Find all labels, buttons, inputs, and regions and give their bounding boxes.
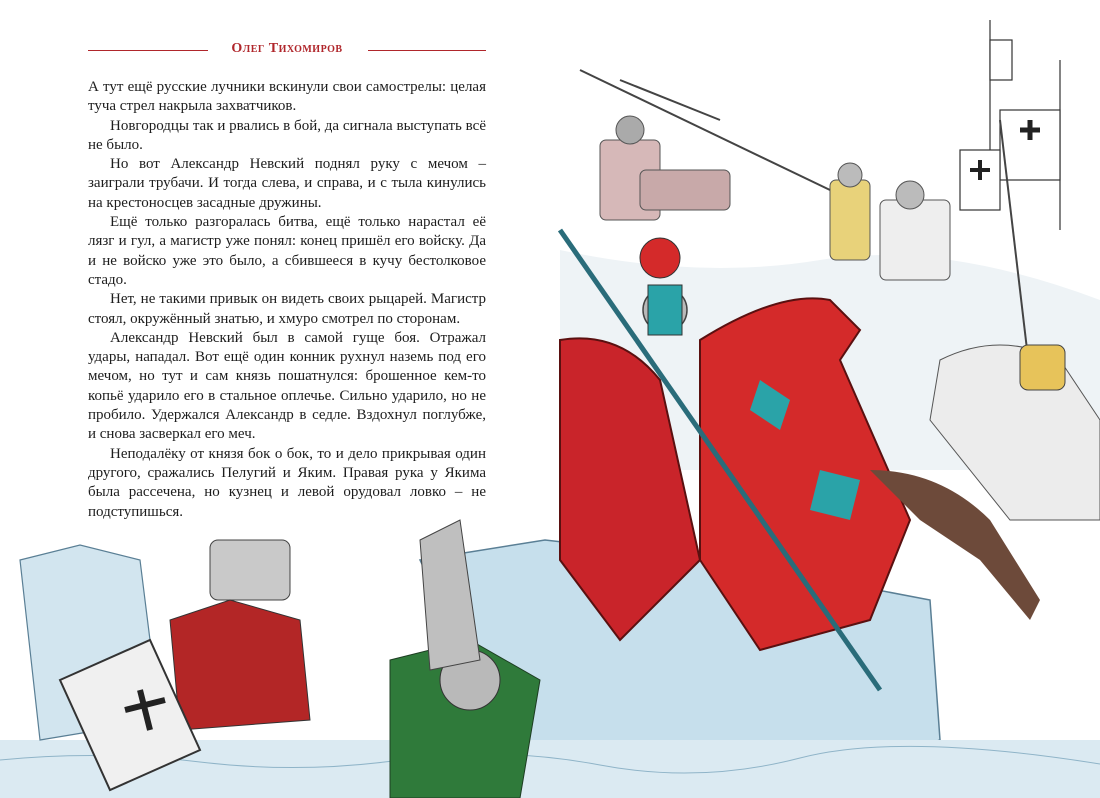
paragraph-4: Ещё только разгоралась битва, ещё только нарастал её лязг и гул, а магистр уже понял: конец пришёл его войску. Да и не войско уже это было, а сбившееся в кучу бестолковое стадо.	[88, 214, 486, 288]
paragraph-5: Нет, не такими привык он видеть своих рыцарей. Магистр стоял, окружённый знатью, и хмуро смотрел по сторонам.	[88, 291, 486, 327]
running-header	[88, 40, 486, 62]
paragraph-3: Но вот Александр Невский поднял руку с мечом – заиграли трубачи. И тогда слева, и справа, и с тыла кинулись на крестоносцев засадные дружины.	[88, 156, 486, 211]
header-rule-right	[368, 50, 486, 51]
paragraph-7: Неподалёку от князя бок о бок, то и дело прикрывая один другого, сражались Пелугий и Яким. Правая рука у Якима была рассечена, но кузнец и левой орудовал ловко – не подступишься.	[88, 445, 486, 520]
story-text	[88, 78, 486, 522]
author-name: Олег Тихомиров	[231, 41, 343, 56]
paragraph-2: Новгородцы так и рвались в бой, да сигнала выступать всё не было.	[88, 117, 486, 153]
paragraph-1: А тут ещё русские лучники вскинули свои самострелы: целая туча стрел накрыла захватчиков.	[88, 79, 486, 115]
paragraph-6: Александр Невский был в самой гуще боя. Отражал удары, нападал. Вот ещё один конник рухнул наземь под его мечом, но тут и сам князь пошатнулся: брошенное кем-то копьё ударило его в стальное оплечье. Сильно ударило, но не пробило. Удержался Александр в седле. Вздохнул поглубже, и снова засверкал его меч.	[88, 329, 486, 443]
